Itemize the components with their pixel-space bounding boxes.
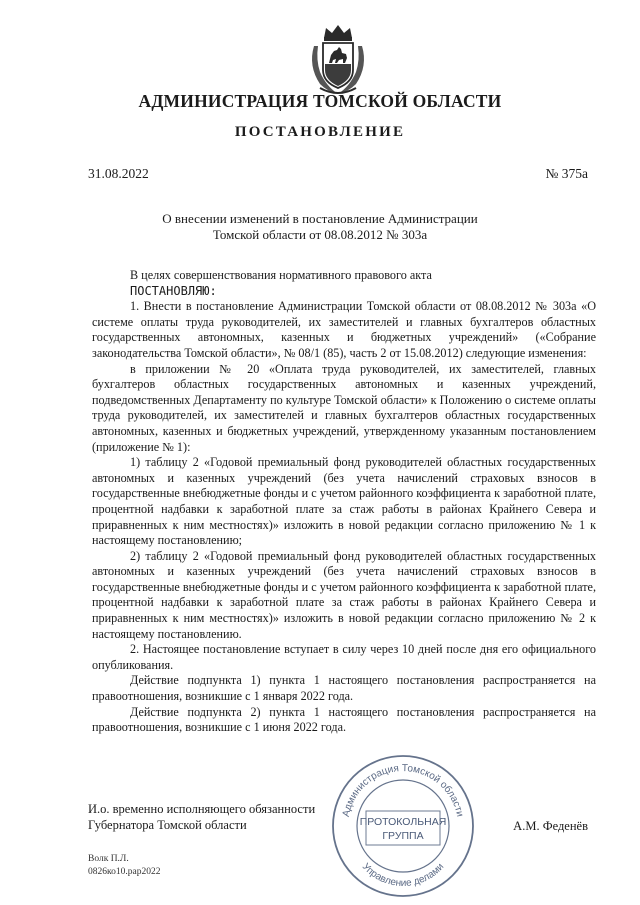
tomsk-coat-of-arms-icon <box>306 20 370 98</box>
stamp-bottom-text: Управление делами <box>359 861 447 890</box>
official-stamp <box>330 753 476 899</box>
document-date: 31.08.2022 <box>88 166 149 181</box>
footer-author: Волк П.Л. <box>88 854 129 864</box>
stamp-top-text: Администрация Томской области <box>340 762 466 818</box>
paragraph-subitem-1: 1) таблицу 2 «Годовой премиальный фонд руководителей областных государственных автономных и казенных учреждений (без учета начислений страховых взносов в государственные внебюджетные фонды и с учетом районного коэффициента к заработной плате, процентной надбавки к заработной плате за стаж работы в районах Крайнего Севера и приравненных к ним местностях)» изложить в новой редакции согласно приложению № 1 к настоящему постановлению; <box>92 455 596 548</box>
organization-title: АДМИНИСТРАЦИЯ ТОМСКОЙ ОБЛАСТИ <box>138 91 502 111</box>
subject-line: О внесении изменений в постановление Администрации <box>162 211 478 226</box>
document-footer <box>88 853 160 879</box>
paragraph-subitem-2: 2) таблицу 2 «Годовой премиальный фонд руководителей областных государственных автономных и казенных учреждений (без учета начислений страховых взносов в государственные внебюджетные фонды и с учетом районного коэффициента к заработной плате, процентной надбавки к заработной плате за стаж работы в районах Крайнего Севера и приравненных к ним местностях)» изложить в новой редакции согласно приложению № 2 к настоящему постановлению. <box>92 548 596 641</box>
paragraph-effect-1: Действие подпункта 1) пункта 1 настоящего постановления распространяется на правоотношения, возникшие с 1 января 2022 года. <box>92 673 596 704</box>
document-subject <box>0 211 640 243</box>
resolve-heading: ПОСТАНОВЛЯЮ: <box>130 283 217 298</box>
signatory-name: А.М. Феденёв <box>513 819 588 833</box>
paragraph-effect-2: Действие подпункта 2) пункта 1 настоящего постановления распространяется на правоотношения, возникшие с 1 июня 2022 года. <box>92 704 596 735</box>
stamp-center-line: ПРОТОКОЛЬНАЯ <box>359 816 447 828</box>
footer-file: 0826ко10.рар2022 <box>88 867 161 877</box>
svg-text:Управление делами <box>360 861 446 889</box>
signatory-position <box>88 801 315 833</box>
document-type: ПОСТАНОВЛЕНИЕ <box>234 124 406 140</box>
subject-line: Томской области от 08.08.2012 № 303а <box>212 227 428 242</box>
document-number: № 375а <box>545 166 588 181</box>
stamp-center-line: ГРУППА <box>382 830 424 842</box>
preamble: В целях совершенствования нормативного правового акта <box>130 268 432 282</box>
document-body <box>92 268 596 736</box>
paragraph-item-2: 2. Настоящее постановление вступает в силу через 10 дней после дня его официального опубликования. <box>92 642 596 672</box>
signatory-position-line: Губернатора Томской области <box>88 818 247 832</box>
paragraph-item-1: 1. Внести в постановление Администрации Томской области от 08.08.2012 № 303а «О системе оплаты труда руководителей, их заместителей и главных бухгалтеров областных государственных автономных, казенных и бюджетных учреждений» («Собрание законодательства Томской области», № 08/1 (85), часть 2 от 15.08.2012) следующие изменения: <box>92 299 596 360</box>
signatory-position-line: И.о. временно исполняющего обязанности <box>88 802 316 816</box>
paragraph-item-1-intro: в приложении № 20 «Оплата труда руководителей, их заместителей, главных бухгалтеров областных государственных автономных и казенных учреждений, подведомственных Департаменту по культуре Томской области» к Положению о системе оплаты труда руководителей, их заместителей и главных бухгалтеров областных государственных автономных, казенных и бюджетных учреждений, утвержденному указанным постановлением (приложение № 1): <box>92 361 596 454</box>
